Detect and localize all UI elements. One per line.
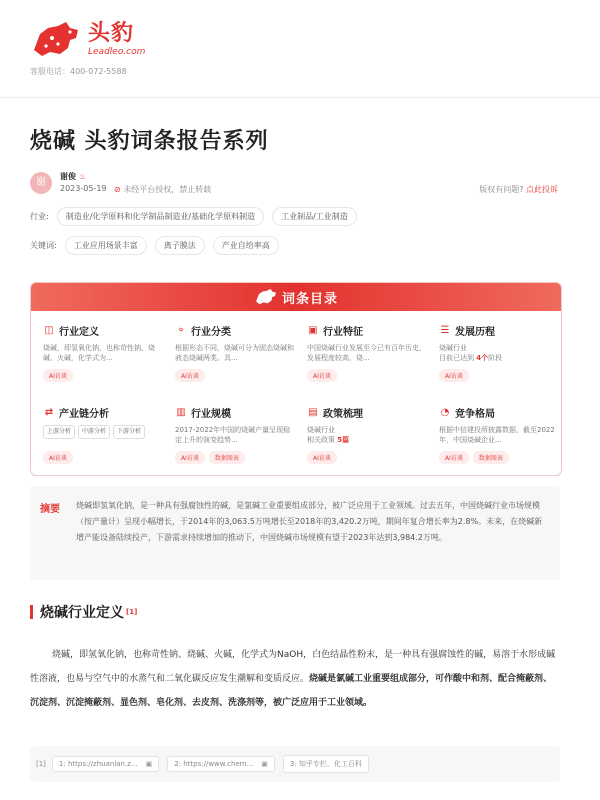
catalog-item-desc: 2017-2022年中国的烧碱产量呈现稳定上升的演变趋势... bbox=[175, 426, 291, 444]
author-name[interactable]: 谢俊 bbox=[60, 172, 76, 181]
catalog-panel bbox=[30, 282, 562, 476]
brand-name-cn: 头豹 bbox=[88, 21, 135, 46]
data-chart-pill[interactable]: 数据图表 bbox=[209, 451, 245, 464]
keywords-row bbox=[30, 236, 287, 255]
brand-logo[interactable] bbox=[30, 20, 145, 77]
industry-label: 行业: bbox=[30, 212, 49, 221]
summary-text: 烧碱即氢氧化钠，是一种具有强腐蚀性的碱，是氯碱工业重要组成部分，被广泛应用于工业领域。过去五年，中国烧碱行业市场规模（按产量计）呈现小幅增长，于2014年的3,063.5万吨增长至2018年的3,420.2万吨，期间年复合增长率为2.8%。未来，在烧碱新增产能设备陆续投产，下游需求持续增加的推动下，中国烧碱市场规模有望于2023年达到3,984.2万吨。 bbox=[76, 501, 543, 542]
paragraph-part: 烧碱，即氢氧化钠，也称苛性钠、烧碱、火碱，化学式为NaOH，白色结晶性粉末，是一种具有强腐蚀性的碱，易溶于水形成碱性溶液，也易与空气中的水蒸气和二氧化碳反应发生潮解和变质反应。 bbox=[30, 650, 556, 684]
external-link-icon: ▣ bbox=[261, 760, 268, 768]
chain-icon: ⇄ bbox=[44, 407, 54, 418]
catalog-item-title: 政策梳理 bbox=[323, 409, 363, 420]
section-title: 烧碱行业定义 bbox=[40, 605, 124, 621]
catalog-item-desc: 中国烧碱行业发展至今已有百年历史，发展程度较高，烧... bbox=[307, 344, 426, 362]
catalog-item-desc: 烧碱，即氢氧化钠，也称苛性钠、烧碱、火碱，化学式为... bbox=[43, 344, 155, 362]
bar-chart-icon: ▥ bbox=[176, 407, 186, 418]
leopard-logo-icon bbox=[30, 20, 82, 60]
catalog-header bbox=[31, 283, 561, 311]
catalog-item-history[interactable] bbox=[439, 323, 559, 382]
page-title: 烧碱 头豹词条报告系列 bbox=[30, 129, 269, 154]
catalog-item-competition[interactable] bbox=[439, 405, 559, 464]
flame-icon: ♨ bbox=[79, 172, 87, 181]
catalog-item-title: 竞争格局 bbox=[455, 409, 495, 420]
catalog-item-definition[interactable] bbox=[43, 323, 163, 382]
ai-interview-pill[interactable]: AI访谈 bbox=[43, 369, 73, 382]
copyright-question bbox=[479, 184, 558, 195]
catalog-item-desc: 根据中信建投所披露数据，截至2022年，中国烧碱企业... bbox=[439, 426, 555, 444]
keyword-tag[interactable]: 工业应用场景丰富 bbox=[65, 236, 147, 255]
features-icon: ▣ bbox=[308, 325, 318, 336]
author-name-wrap bbox=[60, 171, 86, 182]
brand-name-en: Leadleo.com bbox=[88, 47, 146, 57]
catalog-title: 词条目录 bbox=[281, 291, 338, 307]
catalog-item-classification[interactable] bbox=[175, 323, 295, 382]
pie-chart-icon: ◔ bbox=[440, 407, 450, 418]
catalog-item-title: 行业分类 bbox=[191, 327, 231, 338]
ai-interview-pill[interactable]: AI访谈 bbox=[307, 369, 337, 382]
catalog-item-title: 行业定义 bbox=[59, 327, 99, 338]
header-divider bbox=[0, 97, 600, 98]
reference-link[interactable]: 3: 知乎专栏、化工百科 bbox=[283, 755, 369, 773]
summary-box bbox=[30, 486, 560, 580]
notice-text: 未经平台授权，禁止转载 bbox=[123, 185, 212, 194]
catalog-item-desc: 烧碱行业 目前已达到 4个阶段 bbox=[439, 344, 503, 362]
leopard-logo-icon bbox=[254, 288, 278, 306]
industry-tag[interactable]: 工业制品/工业制造 bbox=[272, 207, 357, 226]
service-phone: 客服电话：400-072-5588 bbox=[30, 67, 127, 76]
history-icon: ☰ bbox=[440, 325, 450, 336]
catalog-item-title: 行业规模 bbox=[191, 409, 231, 420]
references-number: [1] bbox=[36, 760, 46, 768]
ai-interview-pill[interactable]: AI访谈 bbox=[175, 451, 205, 464]
references-bar bbox=[30, 746, 560, 782]
catalog-item-title: 发展历程 bbox=[455, 327, 495, 338]
heading-accent-bar bbox=[30, 605, 33, 619]
catalog-item-scale[interactable] bbox=[175, 405, 295, 464]
catalog-item-features[interactable] bbox=[307, 323, 427, 382]
summary-label: 摘要 bbox=[40, 504, 60, 515]
reference-link[interactable]: 2: https://www.chem... ▣ bbox=[167, 756, 275, 772]
downstream-tag[interactable]: 下游分析 bbox=[113, 425, 145, 439]
catalog-item-desc: 根据形态不同，烧碱可分为固态烧碱和液态烧碱两类。具... bbox=[175, 344, 294, 362]
industry-row bbox=[30, 207, 365, 226]
footnote-ref[interactable]: [1] bbox=[126, 608, 138, 616]
copyright-notice bbox=[114, 184, 211, 195]
catalog-item-desc bbox=[43, 425, 163, 445]
data-chart-pill[interactable]: 数据图表 bbox=[473, 451, 509, 464]
keyword-tag[interactable]: 离子膜法 bbox=[155, 236, 205, 255]
reference-link[interactable]: 1: https://zhuanlan.z... ▣ bbox=[52, 756, 159, 772]
classification-icon: ⚬ bbox=[176, 325, 186, 336]
midstream-tag[interactable]: 中游分析 bbox=[78, 425, 110, 439]
policy-icon: ▤ bbox=[308, 407, 318, 418]
definition-icon: ◫ bbox=[44, 325, 54, 336]
copyright-question-text: 版权有问题? bbox=[479, 185, 524, 194]
ai-interview-pill[interactable]: AI访谈 bbox=[307, 451, 337, 464]
ai-interview-pill[interactable]: AI访谈 bbox=[439, 451, 469, 464]
catalog-item-desc: 烧碱行业 相关政策 5篇 bbox=[307, 426, 350, 444]
paragraph-emphasis: 烧碱是氯碱工业重要组成部分，可作酸中和剂、配合掩蔽剂、沉淀剂、沉淀掩蔽剂、显色剂、皂化剂、去皮剂、洗涤剂等，被广泛应用于工业领域。 bbox=[30, 674, 553, 708]
external-link-icon: ▣ bbox=[145, 760, 153, 768]
publish-date: 2023-05-19 bbox=[60, 184, 107, 193]
report-link[interactable]: 点此投诉 bbox=[526, 185, 558, 194]
catalog-item-title: 行业特征 bbox=[323, 327, 363, 338]
section-heading bbox=[30, 602, 137, 622]
catalog-item-title: 产业链分析 bbox=[59, 409, 109, 420]
keyword-tag[interactable]: 产业自给率高 bbox=[213, 236, 279, 255]
ai-interview-pill[interactable]: AI访谈 bbox=[43, 451, 73, 464]
author-row bbox=[30, 170, 570, 200]
industry-tag[interactable]: 制造业/化学原料和化学制品制造业/基础化学原料制造 bbox=[57, 207, 264, 226]
keywords-label: 关键词: bbox=[30, 241, 57, 250]
no-entry-icon: ⊘ bbox=[114, 185, 121, 194]
catalog-item-chain[interactable] bbox=[43, 405, 163, 464]
definition-paragraph bbox=[30, 643, 560, 715]
upstream-tag[interactable]: 上游分析 bbox=[43, 425, 75, 439]
ai-interview-pill[interactable]: AI访谈 bbox=[175, 369, 205, 382]
catalog-item-policy[interactable] bbox=[307, 405, 427, 464]
ai-interview-pill[interactable]: AI访谈 bbox=[439, 369, 469, 382]
avatar[interactable]: 谢 bbox=[30, 172, 52, 194]
